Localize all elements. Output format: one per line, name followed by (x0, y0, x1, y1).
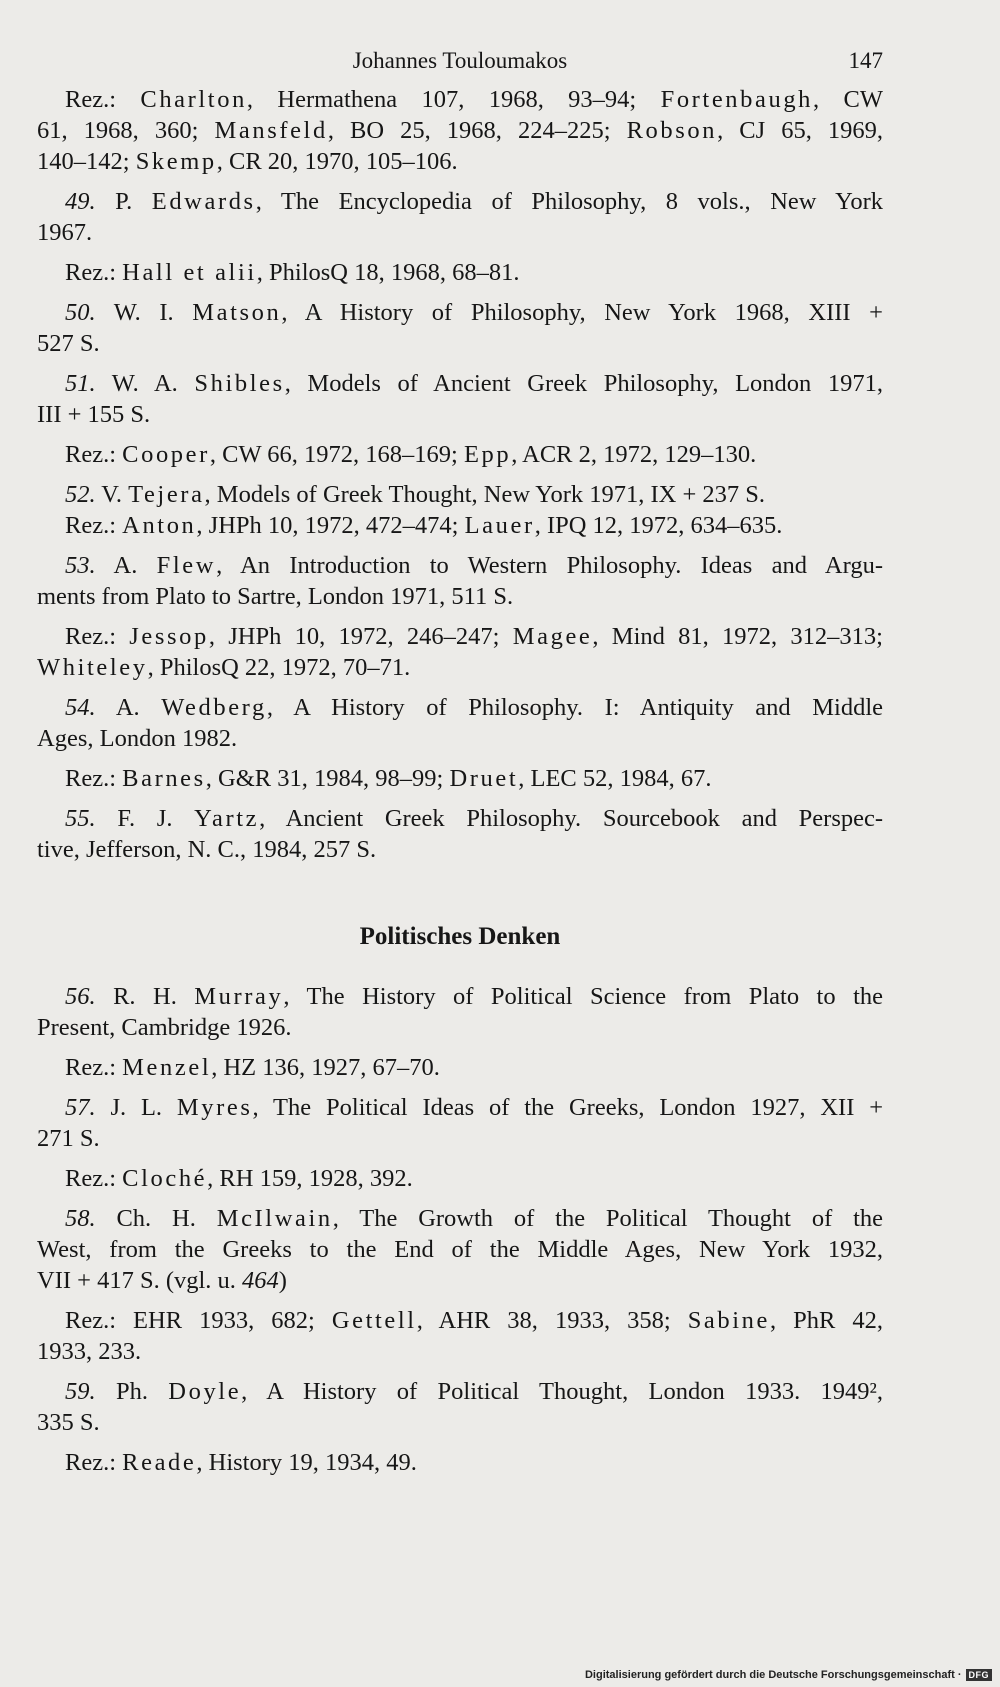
bibliography-entry (37, 803, 883, 865)
entry-text: , ACR 2, 1972, 129–130. (511, 441, 757, 468)
entry-number: 52. (65, 481, 96, 508)
entry-number: 464 (242, 1267, 279, 1294)
author-name: Epp (463, 441, 512, 468)
entry-text: , IPQ 12, 1972, 634–635. (534, 512, 783, 539)
bibliography-entry (37, 1092, 883, 1154)
entry-text: V. (95, 481, 129, 508)
entry-line (37, 581, 883, 612)
author-name: Robson (626, 117, 718, 144)
entry-line (37, 510, 883, 541)
entry-text: P. (95, 188, 152, 215)
entry-text: Rez.: (65, 441, 123, 468)
author-name: Gettell (331, 1307, 417, 1334)
footer-text: Digitalisierung gefördert durch die Deutsche Forschungsgemeinschaft · (584, 1669, 962, 1681)
bibliography-entry (37, 1305, 883, 1367)
entry-text: , Ancient Greek Philosophy. Sourcebook and Perspec- (259, 805, 884, 832)
entry-line (37, 84, 883, 115)
entry-text: F. J. (95, 805, 195, 832)
dfg-logo: DFG (966, 1669, 993, 1681)
entry-text: , PhilosQ 18, 1968, 68–81. (256, 259, 520, 286)
entry-text: , History 19, 1934, 49. (196, 1449, 417, 1476)
entry-line (37, 439, 883, 470)
entry-line (37, 186, 883, 217)
bibliography-entry (37, 692, 883, 754)
bibliography-entry (37, 257, 883, 288)
bibliography-entry (37, 479, 883, 510)
entry-text: , HZ 136, 1927, 67–70. (211, 1054, 440, 1081)
entry-text: , A History of Philosophy, New York 1968, XIII + (281, 299, 883, 326)
entry-text: , A History of Philosophy. I: Antiquity and Middle (266, 694, 884, 721)
entry-line (37, 1203, 883, 1234)
entry-text: W. A. (95, 370, 195, 397)
author-name: Skemp (135, 148, 217, 175)
entry-line (37, 1052, 883, 1083)
entry-line (37, 257, 883, 288)
bibliography-entry (37, 763, 883, 794)
entry-text: ments from Plato to Sartre, London 1971, 511 S. (37, 583, 514, 610)
entry-line (37, 217, 883, 248)
author-name: Anton (122, 512, 197, 539)
bibliography-entry (37, 510, 883, 541)
bibliography-entries-top (37, 84, 883, 865)
entry-text: Rez.: (65, 765, 123, 792)
entry-text: , AHR 38, 1933, 358; (416, 1307, 688, 1334)
entry-text: , CW 66, 1972, 168–169; (209, 441, 464, 468)
entry-text: A. (95, 552, 157, 579)
bibliography-entry (37, 1163, 883, 1194)
author-name: Myres (176, 1094, 253, 1121)
author-name: Shibles (194, 370, 285, 397)
bibliography-entry (37, 981, 883, 1043)
entry-text: , The History of Political Science from Plato to the (283, 983, 883, 1010)
entry-number: 51. (65, 370, 96, 397)
bibliography-entry (37, 1052, 883, 1083)
entry-line (37, 692, 883, 723)
entry-text: Ages, London 1982. (37, 725, 238, 752)
entry-line (37, 1163, 883, 1194)
author-name: Murray (194, 983, 284, 1010)
entry-text: Ph. (95, 1378, 169, 1405)
author-name: Druet (449, 765, 519, 792)
author-name: Flew (156, 552, 217, 579)
entry-text: R. H. (95, 983, 195, 1010)
entry-text: VII + 417 S. (vgl. u. (37, 1267, 243, 1294)
author-name: Magee (512, 623, 593, 650)
entry-line (37, 1305, 883, 1336)
bibliography-entries-bottom (37, 981, 883, 1478)
author-name: Menzel (122, 1054, 212, 1081)
entry-text: III + 155 S. (37, 401, 151, 428)
entry-number: 55. (65, 805, 96, 832)
entry-text: ) (278, 1267, 287, 1294)
entry-line (37, 479, 883, 510)
entry-text: Rez.: (65, 259, 123, 286)
author-name: Cloché (122, 1165, 208, 1192)
bibliography-entry (37, 550, 883, 612)
author-name: Wedberg (161, 694, 267, 721)
author-name: Tejera (128, 481, 205, 508)
bibliography-entry (37, 1376, 883, 1438)
bibliography-entry (37, 84, 883, 177)
entry-text: , PhilosQ 22, 1972, 70–71. (147, 654, 411, 681)
entry-text: tive, Jefferson, N. C., 1984, 257 S. (37, 836, 377, 863)
entry-text: , PhR 42, (769, 1307, 883, 1334)
entry-text: 527 S. (37, 330, 100, 357)
entry-text: , Models of Greek Thought, New York 1971, IX + 237 S. (204, 481, 766, 508)
entry-line (37, 328, 883, 359)
author-name: Cooper (122, 441, 210, 468)
entry-number: 53. (65, 552, 96, 579)
entry-line (37, 1012, 883, 1043)
bibliography-entry (37, 186, 883, 248)
entry-line (37, 834, 883, 865)
entry-text: 1967. (37, 219, 93, 246)
entry-line (37, 723, 883, 754)
author-name: Fortenbaugh (660, 86, 814, 113)
entry-line (37, 550, 883, 581)
entry-line (37, 1447, 883, 1478)
entry-line (37, 621, 883, 652)
entry-text: , An Introduction to Western Philosophy. Ideas and Argu- (216, 552, 883, 579)
running-head (37, 48, 883, 84)
entry-line (37, 1376, 883, 1407)
entry-line (37, 146, 883, 177)
entry-text: , A History of Political Thought, London 1933. 1949², (241, 1378, 883, 1405)
entry-line (37, 1265, 883, 1296)
bibliography-entry (37, 297, 883, 359)
author-name: Yartz (194, 805, 260, 832)
entry-line (37, 368, 883, 399)
page-number: 147 (848, 48, 883, 73)
entry-line (37, 1407, 883, 1438)
section-title: Politisches Denken (359, 923, 561, 950)
entry-text: , The Growth of the Political Thought of the (332, 1205, 883, 1232)
author-name: Sabine (687, 1307, 770, 1334)
entry-text: , Hermathena 107, 1968, 93–94; (246, 86, 661, 113)
entry-number: 54. (65, 694, 96, 721)
digitization-footer (585, 1669, 992, 1681)
entry-line (37, 763, 883, 794)
author-name: Mansfeld (214, 117, 328, 144)
author-name: McIlwain (216, 1205, 333, 1232)
bibliography-entry (37, 368, 883, 430)
author-name: Reade (122, 1449, 197, 1476)
entry-text: , G&R 31, 1984, 98–99; (205, 765, 450, 792)
entry-number: 57. (65, 1094, 96, 1121)
entry-text: 271 S. (37, 1125, 100, 1152)
entry-text: , The Encyclopedia of Philosophy, 8 vols., New York (255, 188, 883, 215)
entry-text: Rez.: (65, 1449, 123, 1476)
entry-text: A. (95, 694, 162, 721)
entry-text: Rez.: EHR 1933, 682; (65, 1307, 332, 1334)
author-name: Jessop (129, 623, 209, 650)
entry-text: , LEC 52, 1984, 67. (518, 765, 712, 792)
author-name: Matson (192, 299, 282, 326)
author-name: Hall et alii (122, 259, 257, 286)
entry-text: , Models of Ancient Greek Philosophy, London 1971, (284, 370, 883, 397)
entry-text: , RH 159, 1928, 392. (207, 1165, 413, 1192)
author-name: Doyle (168, 1378, 242, 1405)
entry-text: , CJ 65, 1969, (717, 117, 883, 144)
entry-text: 335 S. (37, 1409, 100, 1436)
page (37, 48, 883, 1487)
bibliography-entry (37, 1203, 883, 1296)
entry-text: Rez.: (65, 623, 130, 650)
entry-line (37, 981, 883, 1012)
author-name: Barnes (122, 765, 206, 792)
entry-number: 50. (65, 299, 96, 326)
entry-number: 49. (65, 188, 96, 215)
entry-line (37, 115, 883, 146)
entry-text: , Mind 81, 1972, 312–313; (592, 623, 883, 650)
entry-text: Ch. H. (95, 1205, 217, 1232)
entry-text: , The Political Ideas of the Greeks, London 1927, XII + (252, 1094, 884, 1121)
running-head-author: Johannes Touloumakos (352, 48, 568, 73)
entry-text: Rez.: (65, 512, 123, 539)
entry-text: West, from the Greeks to the End of the Middle Ages, New York 1932, (37, 1236, 883, 1263)
entry-line (37, 399, 883, 430)
entry-text: , JHPh 10, 1972, 472–474; (196, 512, 465, 539)
author-name: Edwards (151, 188, 256, 215)
entry-text: W. I. (95, 299, 193, 326)
entry-line (37, 297, 883, 328)
entry-line (37, 803, 883, 834)
author-name: Lauer (464, 512, 535, 539)
entry-text: , CR 20, 1970, 105–106. (216, 148, 458, 175)
entry-text: , BO 25, 1968, 224–225; (327, 117, 627, 144)
entry-number: 58. (65, 1205, 96, 1232)
entry-text: , JHPh 10, 1972, 246–247; (208, 623, 513, 650)
entry-line (37, 652, 883, 683)
bibliography-entry (37, 1447, 883, 1478)
entry-text: 61, 1968, 360; (37, 117, 215, 144)
entry-text: , CW (813, 86, 883, 113)
bibliography-entry (37, 439, 883, 470)
entry-text: Rez.: (65, 1165, 123, 1192)
entry-text: 140–142; (37, 148, 136, 175)
entry-text: J. L. (95, 1094, 177, 1121)
entry-line (37, 1234, 883, 1265)
entry-text: 1933, 233. (37, 1338, 142, 1365)
entry-text: Rez.: (65, 86, 141, 113)
bibliography-entry (37, 621, 883, 683)
entry-text: Rez.: (65, 1054, 123, 1081)
author-name: Whiteley (37, 654, 148, 681)
entry-line (37, 1092, 883, 1123)
entry-number: 59. (65, 1378, 96, 1405)
entry-number: 56. (65, 983, 96, 1010)
author-name: Charlton (140, 86, 247, 113)
entry-line (37, 1336, 883, 1367)
entry-line (37, 1123, 883, 1154)
entry-text: Present, Cambridge 1926. (37, 1014, 292, 1041)
